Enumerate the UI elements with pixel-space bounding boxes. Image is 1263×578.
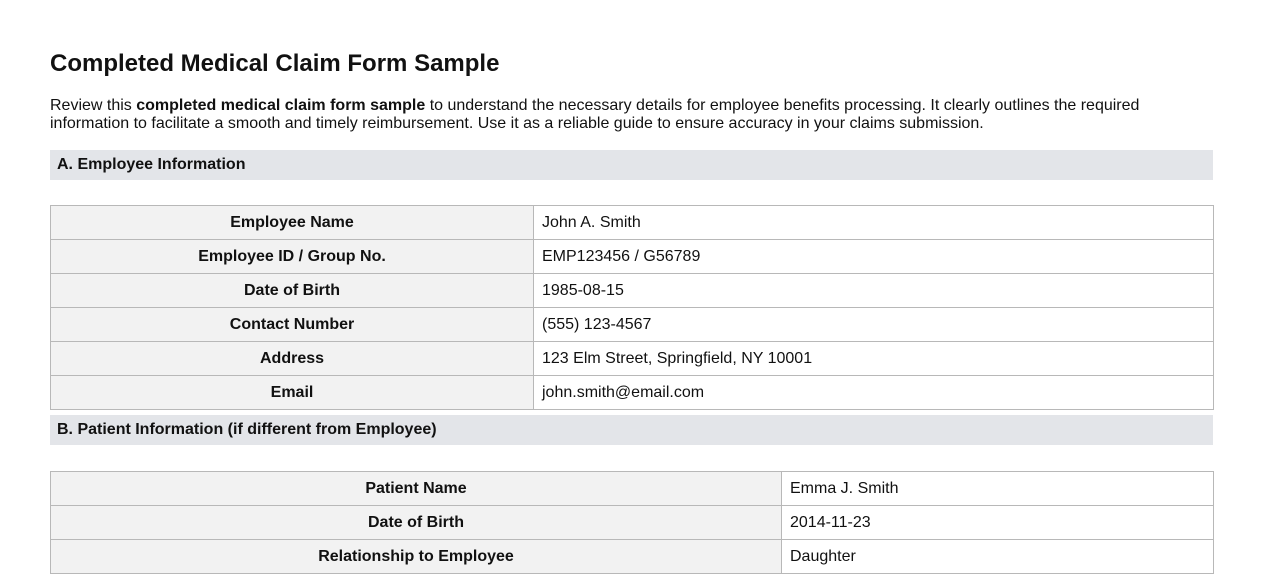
employee-info-table xyxy=(50,205,1214,410)
intro-text-end: to understand the necessary details for employee benefits processing. It clearly outlines the required information to facilitate a smooth and timely reimbursement. Use it as a reliable guide to ensure accuracy in your claims submission. xyxy=(50,97,1140,132)
employee-id-value: EMP123456 / G56789 xyxy=(534,240,1214,274)
page-title: Completed Medical Claim Form Sample xyxy=(50,50,500,77)
employee-dob-value: 1985-08-15 xyxy=(534,274,1214,308)
table-row xyxy=(51,274,1214,308)
relationship-value: Daughter xyxy=(782,540,1214,574)
table-row xyxy=(51,506,1214,540)
relationship-label: Relationship to Employee xyxy=(51,540,782,574)
patient-name-value: Emma J. Smith xyxy=(782,472,1214,506)
intro-text-bold: completed medical claim form sample xyxy=(136,97,426,114)
table-row xyxy=(51,206,1214,240)
table-row xyxy=(51,308,1214,342)
section-b-heading: B. Patient Information (if different from Employee) xyxy=(50,415,1213,445)
table-row xyxy=(51,472,1214,506)
address-label: Address xyxy=(51,342,534,376)
patient-info-table xyxy=(50,471,1214,574)
section-a-heading: A. Employee Information xyxy=(50,150,1213,180)
employee-name-value: John A. Smith xyxy=(534,206,1214,240)
patient-dob-value: 2014-11-23 xyxy=(782,506,1214,540)
table-row xyxy=(51,240,1214,274)
table-row xyxy=(51,540,1214,574)
table-row xyxy=(51,342,1214,376)
employee-dob-label: Date of Birth xyxy=(51,274,534,308)
patient-dob-label: Date of Birth xyxy=(51,506,782,540)
contact-number-value: (555) 123-4567 xyxy=(534,308,1214,342)
email-value: john.smith@email.com xyxy=(534,376,1214,410)
patient-name-label: Patient Name xyxy=(51,472,782,506)
intro-text-start: Review this xyxy=(50,97,137,114)
employee-id-label: Employee ID / Group No. xyxy=(51,240,534,274)
table-row xyxy=(51,376,1214,410)
contact-number-label: Contact Number xyxy=(51,308,534,342)
address-value: 123 Elm Street, Springfield, NY 10001 xyxy=(534,342,1214,376)
employee-name-label: Employee Name xyxy=(51,206,534,240)
email-label: Email xyxy=(51,376,534,410)
intro-paragraph xyxy=(50,97,1213,133)
